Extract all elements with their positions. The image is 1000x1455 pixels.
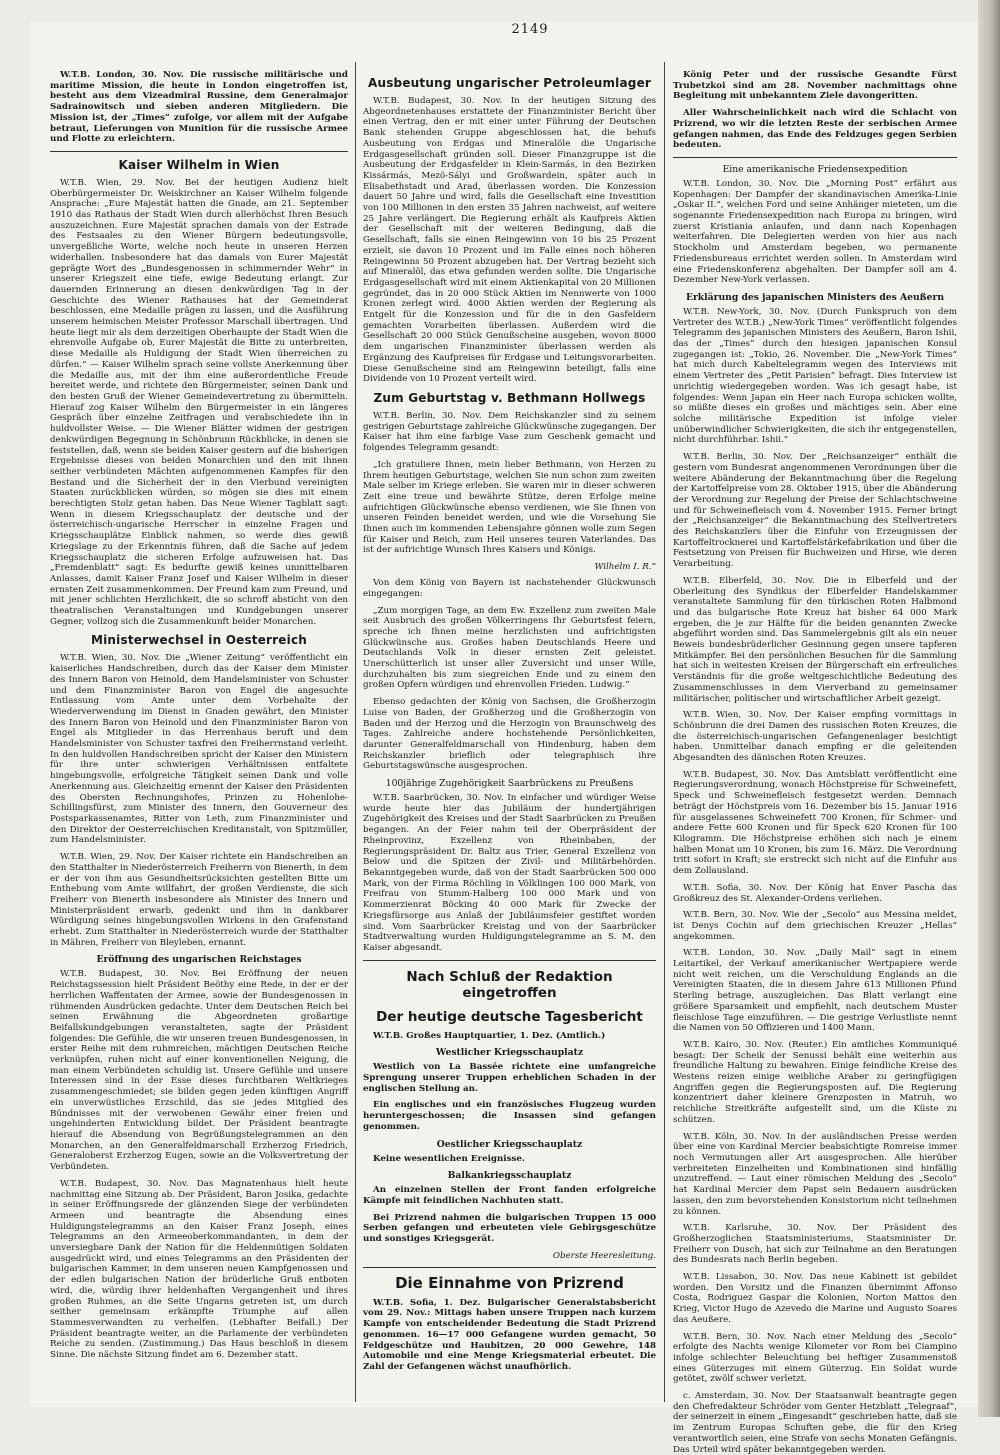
article-koeln: W.T.B. Köln, 30. Nov. In der ausländischen Presse werden über eine von Kardinal Mercier beabsichtigte Romreise immer noch Vermutungen aller Art ausgesprochen. Alle hierüber verbreiteten Einzelheiten und Kombinationen sind hinfällig unzutreffend. — Laut einer römischen Meldung des „Secolo“ hat Kardinal Mercier dem Papst sein Bedauern ausdrücken lassen, den zum bevorstehenden Konsistorium nicht teilnehmen zu können. xyxy=(673,1131,957,1217)
article-reichstag-1: W.T.B. Budapest, 30. Nov. Bei Eröffnung der neuen Reichstagssession hielt Präsident Beöthy eine Rede, in der er der herrlichen Waffentaten der Armee, sowie der Bundesgenossen in rühmenden Ausdrücken gedachte. Unter dem Deutschen Reich bei seinen Erwähnung die Abgeordneten großartige Beifallskundgebungen veranstalteten, sagte der Präsident folgendes: Die Gefühle, die wir unseren treuen Bundesgenossen, in erster Reihe mit dem ruhmreichen, mächtigen Deutschen Reiche verknüpfen, ruhen nicht auf einer konventionellen Neigung, die man einem Verbündeten schuldig ist. Unsere Gefühle und unsere Interessen sind in der Esse dieses furchtbaren Weltkrieges zusammengeschmiedet; sie bilden gegen jeden künftigen Angriff ein unverwüstliches Erzschild, das sie jedes Mitglied des Bündnisses mit der verwobenen Gewähr einer freien und ungehinderten Entwicklung bildet. Der Präsident beantragte hierauf die Absendung von Begrüßungstelegrammen an den Monarchen, an den Generalfeldmarschall Erzherzog Friedrich, Generaloberst Erzherzog Eugen, sowie an die Volksvertretung der Verbündeten. xyxy=(50,969,348,1173)
article-japan: W.T.B. New-York, 30. Nov. (Durch Funkspruch von dem Vertreter des W.T.B.) „New-York Times“ veröffentlicht folgendes Telegramm des japanischen Ministers des Aeußern, Baron Ishii, das der „Times“ durch den hiesigen japanischen Konsul zugegangen ist: „Tokio, 26. November. Die „New-York Times“ hat mich durch Kabeltelegramm wegen des Interviews mit einem Vertreter des „Petit Parisien“ befragt. Dies Interview ist unrichtig wiedergegeben worden. Was ich gesagt habe, ist folgendes: Wenn Japan ein Heer nach Europa schicken wollte, so müßte dieses ein großes und mächtiges sein. Aber eine solche militärische Expedition ist infolge vieler unüberwindlicher Schwierigkeiten, die sich ihr entgegenstellen, nicht durchführbar. Ishii.“ xyxy=(673,306,957,446)
article-peter: König Peter und der russische Gesandte Fürst Trubetzkoi sind am 28. November nachmittags ohne Begleitung mit unbekanntem Ziele davongeritten. xyxy=(673,70,957,102)
column-rule xyxy=(355,62,356,1402)
headline-friedensexpedition: Eine amerikanische Friedensexpedition xyxy=(722,163,908,175)
tagesbericht-dateline: W.T.B. Großes Hauptquartier, 1. Dez. (Amtlich.) xyxy=(373,1030,606,1041)
column-left xyxy=(50,70,348,1405)
column-middle xyxy=(363,70,656,1405)
headline-tagesbericht: Der heutige deutsche Tagesbericht xyxy=(376,1008,643,1025)
article-elberfeld: W.T.B. Elberfeld, 30. Nov. Die in Elberfeld und der Oberleitung des Syndikus der Elberfelder Handelskammer veranstaltete Sammlung für den türkischen Roten Halbmond und das bulgarische Rote Kreuz hat bisher 64 000 Mark ergeben, die je zur Hälfte für die beiden genannten Zwecke abgeführt worden sind. Das Sammelergebnis gilt als ein neuer Beweis bundesbrüderlicher Gesinnung gegen unsere tapferen Mitkämpfer. Bei den persönlichen Besuchen für die Sammlung hat sich in weitesten Kreisen der Bürgerschaft ein erfreuliches Verständnis für die große weltgeschichtliche Bedeutung des Zusammenschlusses in dem Vierverband zu gemeinsamer militärischer, politischer und wirtschaftlicher Arbeit gezeigt. xyxy=(673,575,957,704)
article-kaiser: W.T.B. Wien, 29. Nov. Bei der heutigen Audienz hielt Oberbürgermeister Dr. Weiskirchner an Kaiser Wilhelm folgende Ansprache: „Eure Majestät hatten die Gnade, am 21. September 1910 das Rathaus der Stadt Wien durch allerhöchst Ihren Besuch auszuzeichnen. Eure Majestät sprachen damals von der Estrade des Festsaales zu den Wiener Bürgern bedeutungsvolle, unvergeßliche Worte, welche noch heute in unseren Herzen widerhallen. Insbesondere hat das damals von Eurer Majestät geprägte Wort des „Bundesgenossen in schimmernder Wehr“ in unserer Kriegszeit eine tiefe, ewige Bedeutung erlangt. Zur dauernden Erinnerung an diesen denkwürdigen Tag in der Geschichte des Wiener Rathauses hat der Gemeinderat beschlossen, eine Medaille prägen zu lassen, und die Ausführung unserem heimischen Meister Professor Marschall übertragen. Und heute liegt mir als dem derzeitigen Oberhaupte der Stadt Wien die ehrenvolle Aufgabe ob, Eurer Majestät die Bitte zu unterbreiten, diese Medaille als Huldigung der Stadt Wien überreichen zu dürfen.“ — Kaiser Wilhelm sprach seine vollste Anerkennung über die Medaille aus, mit der ihm eine außerordentliche Freude bereitet werde, und richtete den Bürgermeister, seinen Dank und den besten Gruß der Wiener Gemeindevertretung zu übermitteln. Hierauf zog Kaiser Wilhelm den Bürgermeister in ein längeres Gespräch über einzelne Zeitfragen und verabschiedete ihn in huldvollster Weise. — Die Wiener Blätter widmen der gestrigen denkwürdigen Begegnung in Schönbrunn Rückblicke, in denen sie feststellen, daß, wenn sie beiden Kaiser gestern auf die bisherigen Ergebnisse dieses von beiden Monarchien und den mit ihnen seither verbündeten Mächten aufgenommenen Kampfes für den Bestand und die Sicherheit der in den Vierbund vereinigten Staaten zurückblicken würden, so mögen sie dies mit einem berechtigten Stolz getan haben. Das Neue Wiener Tagblatt sagt: Wenn in diesem Kriegsschauplatz der deutsche und der österreichisch-ungarische Herrscher in einzelne Fragen und Kriegsschauplätze Einblick nahmen, so werde dies gewiß Kriegslage zu der Erkenntnis führen, daß die Sache auf jedem Kriegsschauplatz die sicheren Erfolge aufzuweisen hat. Das „Fremdenblatt“ sagt: Es bedurfte gewiß keines unmittelbaren Anlasses, damit Kaiser Franz Josef und Kaiser Wilhelm in dieser ernsten Zeit zusammenkommen. Der Freund kam zum Freund, und mit jener schlichten Herzlichkeit, die so schroff absticht von den theatralischen Veranstaltungen und Kundgebungen unserer Gegner, vollzog sich die Zusammenkunft beider Monarchen. xyxy=(50,177,348,627)
divider xyxy=(50,151,348,152)
binding-shadow xyxy=(978,0,1000,1417)
headline-westlicher: Westlicher Kriegsschauplatz xyxy=(435,1047,584,1059)
article-bethmann-4: Ebenso gedachten der König von Sachsen, die Großherzogin Luise von Baden, der Großherzog und die Großherzogin von Baden und der Herzog und die Herzogin von Braunschweig des Tages. Zahlreiche andere hochstehende Persönlichkeiten, darunter Generalfeldmarschall von Hindenburg, haben dem Reichskanzler brieflich oder telegraphisch ihre Geburtstagswünsche ausgesprochen. xyxy=(363,697,656,772)
article-london-2: W.T.B. London, 30. Nov. „Daily Mail“ sagt in einem Leitartikel, der Verkauf amerikanischer Wertpapiere werde nicht weit reichen, um die Verschuldung Englands an die Vereinigten Staaten, die in diesem Jahre 613 Millionen Pfund Sterling betrage, auszugleichen. Das Blatt verlangt eine größere Sparsamkeit und empfiehlt, nach deutschem Muster fleischlose Tage einzuführen. — Die gestrige Verlustliste nennt die Namen von 50 Offizieren und 1400 Mann. xyxy=(673,948,957,1034)
article-sofia: W.T.B. Sofia, 30. Nov. Der König hat Enver Pascha das Großkreuz des St. Alexander-Ordens verliehen. xyxy=(673,882,957,904)
article-bethmann-1: W.T.B. Berlin, 30. Nov. Dem Reichskanzler sind zu seinem gestrigen Geburtstage zahlreiche Glückwünsche zugegangen. Der Kaiser hat ihm eine farbige Vase zum Geschenk gemacht und folgendes Telegramm gesandt: xyxy=(363,410,656,454)
article-minister-2: W.T.B. Wien, 29. Nov. Der Kaiser richtete ein Handschreiben an den Statthalter in Niederösterreich Freiherrn von Bienerth, in dem er der von ihm aus Gesundheitsrücksichten gestellten Bitte um Enthebung vom Amte willfahrt, der großen Verdienste, die sich Freiherr von Bienerth insbesondere als Minister des Innern und Ministerpräsident erwarb, gedenkt und ihm in dankbarer Würdigung seines hingebungsvollen Wirkens in den Grafenstand erhebt. Zum Statthalter in Niederösterreich wurde der Statthalter in Mähren, Freiherr von Bleyleben, ernannt. xyxy=(50,852,348,948)
article-bethmann-quote: „Ich gratuliere Ihnen, mein lieber Bethmann, von Herzen zu Ihrem heutigen Geburtstage, welchen Sie nun schon zum zweiten Male selber im Kriege erleben. Sie waren mir in dieser schweren Zeit eine treue und bewährte Stütze, deren Erfolge meine aufrichtigen Glückwünsche ebenso verdienen, wie Sie Ihnen von unseren Feinden beneidet werden, und wie die Vorsehung Sie Ihnen auch im kommenden Lebensjahre gönnen wolle zum Segen für Kaiser und Reich, zum Heil unseres teuren Vaterlandes. Das ist der aufrichtige Wunsch Ihres Kaisers und Königs. xyxy=(363,459,656,556)
signature-ohl: Oberste Heeresleitung. xyxy=(552,1250,656,1261)
article-saarbruecken: W.T.B. Saarbrücken, 30. Nov. In einfacher und würdiger Weise wurde heute hier das Jubiläum der hundertjährigen Zugehörigkeit des Kreises und der Stadt Saarbrücken zu Preußen begangen. An der Feier nahm teil der Oberpräsident der Rheinprovinz, Exzellenz von Rheinbaben, der Regierungspräsident Dr. Baltz aus Trier, General Exzellenz von Below und die Spitzen der Zivil- und Militärbehörden. Bekanntgegeben wurde, daß von der Stadt Saarbrücken 500 000 Mark, von der Firma Röchling in Völklingen 100 000 Mark, von Freifrau von Stumm-Halberg 100 000 Mark und von Kommerzienrat Böcking 40 000 Mark für Zwecke der Kriegsfürsorge aus Anlaß der Jubiläumsfeier gestiftet worden sind. Vom Saarbrücker Kreistag und von der Saarbrücker Stadtverwaltung wurden Huldigungstelegramme an S. M. den Kaiser abgesandt. xyxy=(363,793,656,953)
column-right xyxy=(673,70,957,1455)
article-london: W.T.B. London, 30. Nov. Die russische militärische und maritime Mission, die heute in London eingetroffen ist, besteht aus dem Vizeadmiral Russine, dem Generalmajor Sadrainowitsch und sieben anderen Mitgliedern. Die Mission ist, der „Times“ zufolge, vor allem mit der Aufgabe betraut, Lieferungen von Munition für die russische Armee und Flotte zu erleichtern. xyxy=(50,70,348,145)
signature-wilhelm: Wilhelm I. R.“ xyxy=(594,562,656,573)
headline-reichstag: Eröffnung des ungarischen Reichstages xyxy=(96,954,302,966)
article-budapest: W.T.B. Budapest, 30. Nov. Das Amtsblatt veröffentlicht eine Regierungsverordnung, wonach Höchstpreise für Schweinefett, Speck und Schweinefleisch festgesetzt werden. Demnach beträgt der Höchstpreis vom 16. Dezember bis 15. Januar 1916 für ausgelassenes Schweinefett 700 Kronen, für Schmer- und andere Fette 600 Kronen und für Speck 620 Kronen für 100 Kilogramm. Die Höchstpreise erhöhen sich nach je einem halben Monat um 10 Kronen, bis zum 16. März. Die Verordnung tritt sofort in Kraft; sie erstreckt sich nicht auf die Einfuhr aus dem Zollausland. xyxy=(673,769,957,877)
article-bern: W.T.B. Bern, 30. Nov. Wie der „Secolo“ aus Messina meldet, ist Denys Cochin auf dem griechischen Kreuzer „Hellas“ angekommen. xyxy=(673,910,957,942)
headline-nach-schluss: Nach Schluß der Redaktion eingetroffen xyxy=(406,968,613,1001)
article-west-1: Westlich von La Bassée richtete eine umfangreiche Sprengung unserer Truppen erheblichen Schaden in der englischen Stellung an. xyxy=(363,1062,656,1094)
headline-petroleum: Ausbeutung ungarischer Petroleumlager xyxy=(367,76,652,90)
article-ost: Keine wesentlichen Ereignisse. xyxy=(373,1153,525,1164)
article-west-2: Ein englisches und ein französisches Flugzeug wurden heruntergeschossen; die Insassen sind gefangen genommen. xyxy=(363,1100,656,1132)
article-amsterdam: c. Amsterdam, 30. Nov. Der Staatsanwalt beantragte gegen den Chefredakteur Schröder vom Genter Hetzblatt „Telegraaf“, der seinerzeit in einem „Eingesandt“ geschrieben hatte, daß sie im Zentrum Europas Schuften gebe, die für den Krieg verantwortlich seien, eine Strafe von sechs Monaten Gefängnis. Das Urteil wird später bekanntgegeben werden. xyxy=(673,1391,957,1455)
article-bethmann-2: Von dem König von Bayern ist nachstehender Glückwunsch eingegangen: xyxy=(363,578,656,599)
article-berlin: W.T.B. Berlin, 30. Nov. Der „Reichsanzeiger“ enthält die gestern vom Bundesrat angenommenen Verordnungen über die weitere Abänderung der Bekanntmachung über die Regelung der Kartoffelpreise vom 28. Oktober 1915, über die Abänderung der Verordnung zur Regelung der Preise der Schlachtschweine und für Schweinefleisch vom 4. November 1915. Ferner bringt der „Reichsanzeiger“ die Bekanntmachung des Stellvertreters des Reichskanzlers über die Einfuhr von Erzeugnissen der Kartoffeltrocknerei und Kartoffelstärkefabrikation und über die Festsetzung von Preisen für Buchweizen und Hirse, wie deren Verarbeitung. xyxy=(673,452,957,570)
article-bern-2: W.T.B. Bern, 30. Nov. Nach einer Meldung des „Secolo“ erfolgte des Nachts wenige Kilometer vor Rom bei Ciampino infolge schlechter Beleuchtung bei heftiger Zusammenstoß eines Güterzuges mit einem Güterzug. Ein Soldat wurde getötet, zwölf schwer verletzt. xyxy=(673,1331,957,1385)
article-balkan-1: An einzelnen Stellen der Front fanden erfolgreiche Kämpfe mit feindlichen Nachhuten statt. xyxy=(363,1185,656,1206)
article-kairo: W.T.B. Kairo, 30. Nov. (Reuter.) Ein amtliches Kommuniqué besagt: Der Scheik der Senussi behält eine weiterhin aus freundliche Haltung zu bewahren. Einige feindliche Kreise des Westens reizen einige weibliche Araber zu geringfügigen Angriffen gegen die Regierungsposten auf. Die Regierung konzentriert daher kleinere Grenzposten in Matruh, wo reichliche Streitkräfte aufgestellt sind, um die Küste zu schützen. xyxy=(673,1039,957,1125)
article-reichstag-2: W.T.B. Budapest, 30. Nov. Das Magnatenhaus hielt heute nachmittag eine Sitzung ab. Der Präsident, Baron Josika, gedachte in seiner Eröffnungsrede der glänzenden Siege der verbündeten Armeen und beantragte die Absendung eines Huldigungstelegramms an den Kaiser Franz Joseph, eines Telegramms an den Armeeoberkommandanten, in dem der unversiegbare Dank der Nation für die Heldenmütigen Soldaten ausgedrückt wird, und eines Telegramms an den Präsidenten der bulgarischen Kammer, in dem unseren neuen Kampfgenossen und der edlen bulgarischen Nation der brüderliche Gruß entboten wird, die, würdig ihrer heldenhaften Vergangenheit und ihres großen Ruhmes, an die Seite Ungarns getreten ist, um durch seither gemeinsam erkämpfte Triumphe auf allen Stammesverwandten zu verhelfen. (Lebhafter Beifall.) Der Präsident beantragte weiter, an die Parlamente der verbündeten Reiche zu senden. (Zustimmung.) Das Haus beschloß in diesem Sinne. Die nächste Sitzung findet am 6. Dezember statt. xyxy=(50,1178,348,1361)
headline-balkan: Balkankriegsschauplatz xyxy=(447,1170,572,1182)
article-petroleum: W.T.B. Budapest, 30. Nov. In der heutigen Sitzung des Abgeordnetenhauses erstattete der Finanzminister Bericht über einen Vertrag, den er mit einer unter Führung der Deutschen Bank stehenden Gruppe abgeschlossen hat, die behufs Ausbeutung von Erdgas und Mineralöle die Ungarische Erdgasgesellschaft gründen soll. Dieser Finanzgruppe ist die Ausbeutung der Erdgasfelder in Klein-Sarmás, in den Bezirken Kissármás, Mezö-Sályi und Großwardein, später auch in Elisabethstadt und Arad, überlassen worden. Die Konzession dauert 50 Jahre und wird, falls die Gesellschaft eine Investition von 100 Millionen in den ersten 35 Jahren nachweist, auf weitere 25 Jahre verlängert. Die Regierung erhält als Kaufpreis Aktien der Gesellschaft mit der weiteren Bedingung, daß die Gesellschaft, falls sie einen Reingewinn von 10 bis 25 Prozent erzielt, sie davon 10 Prozent und im Falle eines noch höheren Reingewinns 50 Prozent abzugeben hat. Der Vertrag bezieht sich auf Mineralöl, das etwa gefunden werden sollte. Die Ungarische Erdgasgesellschaft wird mit einem Aktienkapital von 20 Millionen gegründet, das in 20 000 Stück Aktien im Nennwerte von 1000 Kronen zerlegt wird. 4000 Aktien werden der Regierung als Entgelt für die Konzession und für die in den Gasfeldern gemachten Vorarbeiten überlassen. Außerdem wird die Gesellschaft 20 000 Stück Genußscheine ausgeben, wovon 8000 dem ungarischen Finanzminister überlassen werden als Ergänzung des Kaufpreises für Erdgase und Leitungsvorarbeiten. Diese Genußscheine sind am Reingewinn beteiligt, falls eine Dividende von 10 Prozent verteilt wird. xyxy=(363,96,656,385)
newspaper-page xyxy=(30,22,978,1455)
page-number: 2149 xyxy=(511,22,549,37)
divider xyxy=(363,1267,656,1268)
divider xyxy=(673,157,957,158)
article-karlsruhe: W.T.B. Karlsruhe, 30. Nov. Der Präsident des Großherzoglichen Staatsministeriums, Staatsminister Dr. Freiherr von Dusch, hat sich zur Teilnahme an den Beratungen des Bundesrats nach Berlin begeben. xyxy=(673,1223,957,1266)
headline-saarbruecken: 100jährige Zugehörigkeit Saarbrückens zu Preußens xyxy=(385,778,634,790)
article-balkan-2: Bei Prizrend nahmen die bulgarischen Truppen 15 000 Serben gefangen und erbeuteten viele Gebirgsgeschütze und sonstiges Kriegsgerät. xyxy=(363,1212,656,1245)
article-minister-1: W.T.B. Wien, 30. Nov. Die „Wiener Zeitung“ veröffentlicht ein kaiserliches Handschreiben, durch das der Kaiser dem Minister des Innern Baron von Heinold, dem Handelsminister von Schuster und dem Finanzminister Baron von Engel die angesuchte Entlassung vom Amte unter dem Vorbehalte der Wiederverwendung im Dienst in Gnaden gewährt, den Minister des Innern Baron von Heinold und den Finanzminister Baron von Engel als Mitglieder in das Herrenhaus beruft und dem Handelsminister von Schuster taxfrei den Freiherrnstand verleiht. In den huldvollen Handschreiben spricht der Kaiser den Ministern für ihre unter schwierigen Verhältnissen entfaltete hingebungsvolle, erfolgreiche Tätigkeit seinen Dank und volle Anerkennung aus. Gleichzeitig ernennt der Kaiser den Präsidenten des Obersten Rechnungshofes, Prinzen zu Hohenlohe-Schillingsfürst, zum Minister des Innern, den Gouverneur des Postsparkassenamtes, Ritter von Leth, zum Finanzminister und den Direktor der Oesterreichischen Kreditanstalt, von Spitzmüller, zum Handelsminister. xyxy=(50,653,348,846)
headline-oestlicher: Oestlicher Kriegsschauplatz xyxy=(436,1138,583,1150)
article-bethmann-3: „Zum morgigen Tage, an dem Ew. Exzellenz zum zweiten Male seit Ausbruch des großen Völkerringens Ihr Geburtsfest feiern, spreche ich Ihnen meine herzlichsten und aufrichtigsten Glückwünsche aus. Großes haben Deutschlands Heere und Deutschlands Volk in dieser ernsten Zeit geleistet. Unerschütterlich ist unser aller Zuversicht und unser Wille, durchzuhalten bis zum siegreichen Ende und zu einem den großen Opfern würdigen und ehrenvollen Frieden. Ludwig.“ xyxy=(363,605,656,691)
article-wien: W.T.B. Wien, 30. Nov. Der Kaiser empfing vormittags in Schönbrunn die drei Damen des russischen Roten Kreuzes, die die österreichisch-ungarischen Gefangenenlager besichtigt haben. Unmittelbar danach empfing er die geleitenden Abgesandten des dänischen Roten Kreuzes. xyxy=(673,710,957,764)
divider xyxy=(363,960,656,961)
article-prizrend: W.T.B. Sofia, 1. Dez. Bulgarischer Generalstabsbericht vom 29. Nov.: Mittags haben unsere Truppen nach kurzem Kampfe von entscheidender Bedeutung die Stadt Prizrend genommen. 16—17 000 Gefangene wurden gemacht, 50 Feldgeschütze und Haubitzen, 20 000 Gewehre, 148 Automobile und eine Menge Kriegsmaterial erbeutet. Die Zahl der Gefangenen wächst unaufhörlich. xyxy=(363,1297,656,1372)
article-lissabon: W.T.B. Lissabon, 30. Nov. Das neue Kabinett ist gebildet worden. Den Vorsitz und die Finanzen übernimmt Affonso Costa, Rodriguez Gaspar die Kolonien, Norton Mattos den Krieg, Victor Hugo de Azevedo die Marine und Augusto Soares das Aeußere. xyxy=(673,1272,957,1325)
headline-prizrend: Die Einnahme von Prizrend xyxy=(395,1273,624,1292)
headline-kaiser-wilhelm: Kaiser Wilhelm in Wien xyxy=(118,157,280,172)
column-rule xyxy=(664,62,665,1402)
article-prizrend-note: Aller Wahrscheinlichkeit nach wird die Schlacht von Prizrend, wo wir die letzten Reste der serbischen Armee gefangen nahmen, das Ende des Feldzuges gegen Serbien bedeuten. xyxy=(673,108,957,151)
headline-bethmann: Zum Geburtstag v. Bethmann Hollwegs xyxy=(373,390,646,405)
article-friedensexpedition: W.T.B. London, 30. Nov. Die „Morning Post“ erfährt aus Kopenhagen: Der Dampfer der skandinavischen Amerika-Linie „Oskar II.“, welchen Ford und seine Anhänger mieteten, um die sogenannte Friedensexpedition nach Europa zu bringen, wird zuerst Kristiania anlaufen, und dann nach Kopenhagen weiterfahren. Die Delegierten werden von hier aus nach Stockholm und Amsterdam begeben, wo permanente Friedensbureaus errichtet werden sollen. In Amsterdam wird eine Friedenskonferenz abgehalten. Der Dampfer soll am 4. Dezember New-York verlassen. xyxy=(673,178,957,286)
headline-japan: Erklärung des japanischen Ministers des Aeußern xyxy=(685,291,945,303)
headline-ministerwechsel: Ministerwechsel in Oesterreich xyxy=(90,633,308,648)
